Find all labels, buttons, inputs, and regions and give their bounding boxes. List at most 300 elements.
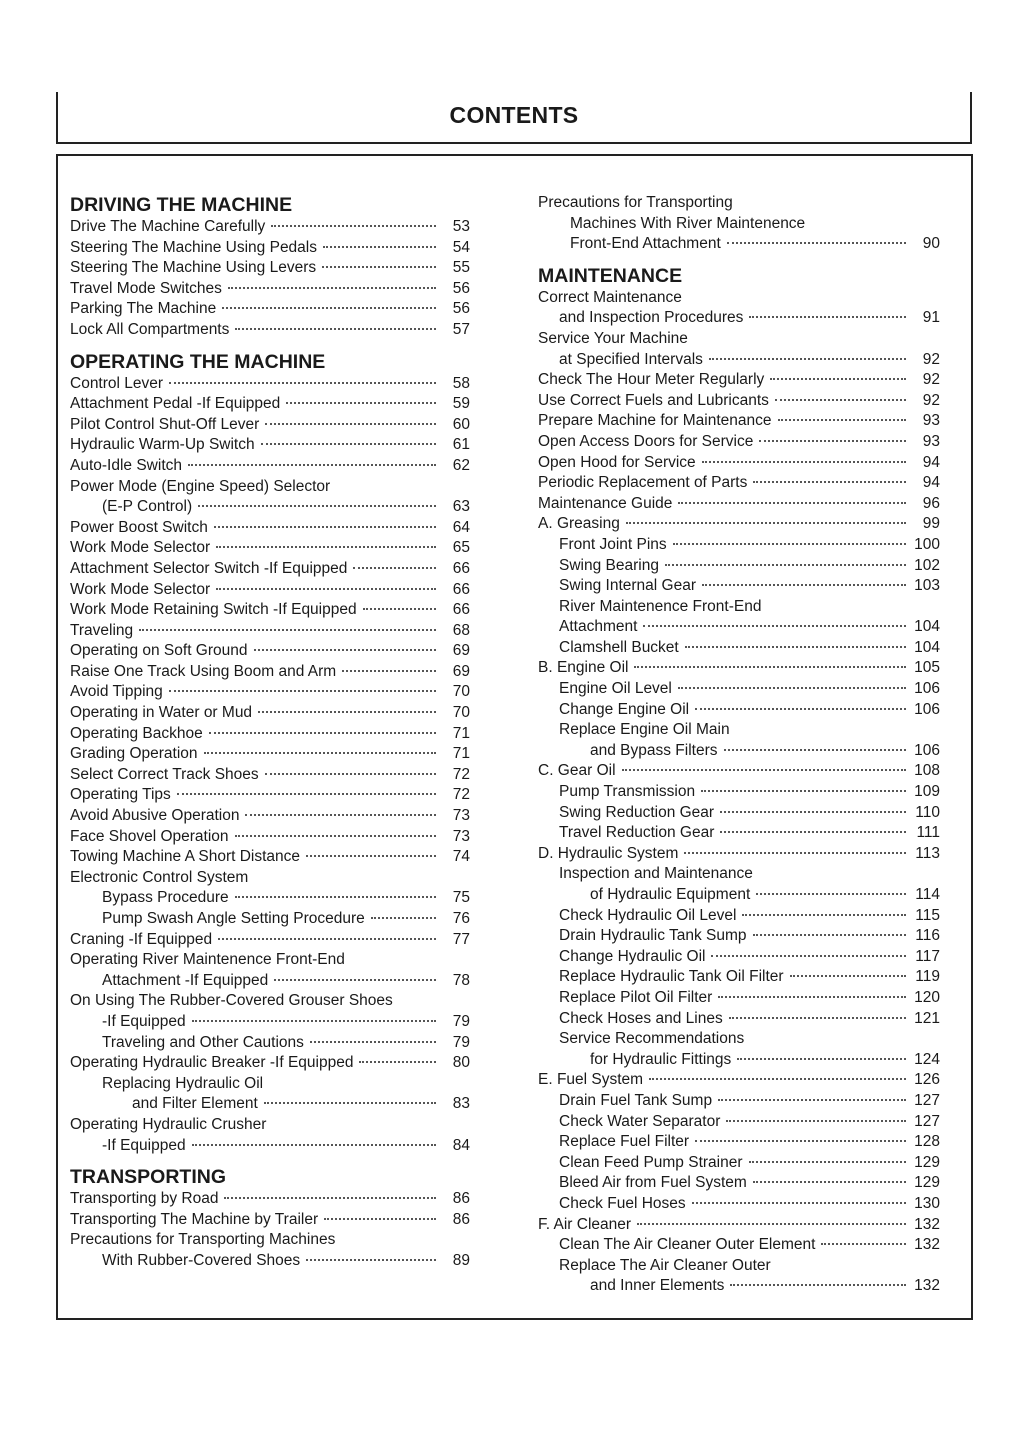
toc-entry-label: and Filter Element bbox=[132, 1095, 258, 1113]
dot-leader bbox=[254, 649, 436, 651]
page-number: 105 bbox=[914, 659, 940, 677]
toc-entry-label: Parking The Machine bbox=[70, 300, 217, 318]
toc-entry[interactable] bbox=[70, 258, 470, 279]
toc-entry-title: Precautions for Transporting Machines bbox=[70, 1231, 336, 1249]
toc-entry-label: Check Hydraulic Oil Level bbox=[559, 906, 737, 924]
toc-entry[interactable] bbox=[538, 494, 940, 515]
page-number: 57 bbox=[452, 320, 470, 338]
toc-entry[interactable] bbox=[538, 741, 940, 762]
page-number: 75 bbox=[452, 889, 470, 907]
page-number: 132 bbox=[914, 1215, 940, 1233]
toc-entry[interactable] bbox=[538, 350, 940, 371]
toc-entry[interactable] bbox=[70, 320, 470, 341]
page-number: 120 bbox=[914, 988, 940, 1006]
toc-entry[interactable] bbox=[538, 1070, 940, 1091]
page-number: 127 bbox=[914, 1091, 940, 1109]
toc-entry-label: Work Mode Selector bbox=[70, 539, 211, 557]
toc-entry[interactable] bbox=[70, 394, 470, 415]
toc-entry-label: C. Gear Oil bbox=[538, 762, 616, 780]
page-number: 132 bbox=[914, 1236, 940, 1254]
toc-entry-label: Check Hoses and Lines bbox=[559, 1009, 723, 1027]
toc-entry-title: Service Recommendations bbox=[559, 1030, 745, 1048]
toc-entry[interactable] bbox=[538, 844, 940, 865]
page-number: 116 bbox=[915, 927, 940, 945]
toc-entry[interactable] bbox=[538, 370, 940, 391]
toc-entry[interactable] bbox=[70, 641, 470, 662]
dot-leader bbox=[685, 646, 906, 648]
toc-entry[interactable] bbox=[70, 930, 470, 951]
toc-entry[interactable] bbox=[70, 744, 470, 765]
toc-entry[interactable] bbox=[70, 806, 470, 827]
dot-leader bbox=[274, 979, 436, 981]
page-number: 59 bbox=[452, 395, 470, 413]
toc-entry-label: Operating on Soft Ground bbox=[70, 642, 248, 660]
toc-entry[interactable] bbox=[538, 432, 940, 453]
dot-leader bbox=[634, 666, 906, 668]
dot-leader bbox=[359, 1061, 436, 1063]
toc-entry[interactable] bbox=[538, 906, 940, 927]
toc-entry-label: D. Hydraulic System bbox=[538, 844, 679, 862]
toc-entry[interactable] bbox=[70, 909, 470, 930]
dot-leader bbox=[324, 1218, 436, 1220]
toc-entry-label: Operating in Water or Mud bbox=[70, 704, 253, 722]
dot-leader bbox=[235, 896, 436, 898]
toc-entry[interactable] bbox=[70, 682, 470, 703]
toc-entry[interactable] bbox=[538, 967, 940, 988]
toc-entry-label: Work Mode Selector bbox=[70, 580, 211, 598]
dot-leader bbox=[711, 955, 906, 957]
dot-leader bbox=[216, 546, 436, 548]
page-number: 132 bbox=[914, 1277, 940, 1295]
toc-entry[interactable] bbox=[70, 724, 470, 745]
toc-entry[interactable] bbox=[538, 658, 940, 679]
toc-entry[interactable] bbox=[70, 888, 470, 909]
toc-entry[interactable] bbox=[70, 559, 470, 580]
toc-entry-label: Steering The Machine Using Levers bbox=[70, 259, 317, 277]
toc-entry-label: Use Correct Fuels and Lubricants bbox=[538, 391, 769, 409]
toc-entry[interactable] bbox=[70, 1053, 470, 1074]
toc-entry-label: and Bypass Filters bbox=[590, 741, 718, 759]
page-number: 58 bbox=[452, 374, 470, 392]
section-heading-driving: DRIVING THE MACHINE bbox=[70, 194, 293, 216]
dot-leader bbox=[678, 502, 906, 504]
toc-entry[interactable] bbox=[70, 827, 470, 848]
toc-entry-label: Operating Backhoe bbox=[70, 724, 203, 742]
toc-entry-label: Check The Hour Meter Regularly bbox=[538, 371, 765, 389]
dot-leader bbox=[643, 625, 906, 627]
toc-entry[interactable] bbox=[538, 1112, 940, 1133]
dot-leader bbox=[759, 440, 906, 442]
toc-entry[interactable] bbox=[538, 782, 940, 803]
toc-entry-label: Pump Swash Angle Setting Procedure bbox=[102, 910, 365, 927]
toc-entry[interactable] bbox=[538, 1091, 940, 1112]
toc-entry[interactable] bbox=[70, 971, 470, 992]
page-number: 119 bbox=[915, 968, 940, 986]
dot-leader bbox=[770, 378, 906, 380]
toc-entry[interactable] bbox=[70, 435, 470, 456]
page-number: 86 bbox=[452, 1210, 470, 1228]
dot-leader bbox=[695, 708, 906, 710]
toc-entry-label: Maintenance Guide bbox=[538, 494, 673, 512]
dot-leader bbox=[718, 1099, 906, 1101]
toc-entry-label: Replace Hydraulic Tank Oil Filter bbox=[559, 968, 784, 986]
toc-entry-label: Check Fuel Hoses bbox=[559, 1194, 686, 1212]
toc-entry[interactable] bbox=[538, 556, 940, 577]
dot-leader bbox=[749, 316, 906, 318]
page-number: 106 bbox=[914, 741, 940, 759]
dot-leader bbox=[684, 852, 906, 854]
toc-entry-label: Steering The Machine Using Pedals bbox=[70, 238, 317, 256]
toc-entry[interactable] bbox=[538, 761, 940, 782]
toc-entry-title: Replace Engine Oil Main bbox=[559, 721, 730, 739]
toc-entry-title: Correct Maintenance bbox=[538, 288, 682, 306]
toc-entry[interactable] bbox=[538, 947, 940, 968]
toc-entry[interactable] bbox=[538, 1194, 940, 1215]
toc-entry[interactable] bbox=[70, 785, 470, 806]
page-number: 111 bbox=[916, 824, 940, 842]
page-number: 83 bbox=[452, 1095, 470, 1113]
toc-entry-label: Grading Operation bbox=[70, 745, 198, 763]
page-number: 113 bbox=[915, 844, 940, 862]
dot-leader bbox=[188, 464, 436, 466]
toc-entry[interactable] bbox=[70, 1033, 470, 1054]
page-number: 70 bbox=[452, 683, 470, 701]
toc-group-maintenance bbox=[538, 288, 940, 1297]
toc-entry[interactable] bbox=[538, 234, 940, 255]
toc-entry-label: -If Equipped bbox=[102, 1136, 186, 1154]
section-heading-maintenance: MAINTENANCE bbox=[538, 264, 683, 287]
dot-leader bbox=[695, 1140, 906, 1142]
toc-entry-label: and Inner Elements bbox=[590, 1277, 725, 1295]
toc-entry[interactable] bbox=[70, 621, 470, 642]
toc-entry-label: Pump Transmission bbox=[559, 783, 696, 801]
toc-entry-title: River Maintenence Front-End bbox=[559, 597, 762, 615]
dot-leader bbox=[216, 588, 436, 590]
toc-entry[interactable] bbox=[538, 823, 940, 844]
toc-entry-label: Drain Fuel Tank Sump bbox=[559, 1091, 713, 1109]
dot-leader bbox=[198, 505, 436, 507]
toc-entry-label: Raise One Track Using Boom and Arm bbox=[70, 662, 337, 680]
toc-entry-label: Replace Pilot Oil Filter bbox=[559, 988, 713, 1006]
page-number: 92 bbox=[922, 350, 940, 368]
toc-entry-label: Clean The Air Cleaner Outer Element bbox=[559, 1236, 816, 1254]
toc-entry-label: Clean Feed Pump Strainer bbox=[559, 1153, 743, 1171]
page-number: 79 bbox=[452, 1012, 470, 1030]
page-number: 102 bbox=[914, 556, 940, 574]
dot-leader bbox=[342, 670, 436, 672]
dot-leader bbox=[209, 732, 436, 734]
toc-entry[interactable] bbox=[70, 299, 470, 320]
page-number: 96 bbox=[922, 494, 940, 512]
toc-entry[interactable] bbox=[70, 518, 470, 539]
toc-entry[interactable] bbox=[70, 1136, 470, 1157]
toc-entry[interactable] bbox=[70, 580, 470, 601]
page-number: 129 bbox=[914, 1153, 940, 1171]
toc-entry[interactable] bbox=[70, 1210, 470, 1231]
dot-leader bbox=[753, 1181, 906, 1183]
toc-entry-title: Operating River Maintenence Front-End bbox=[70, 951, 345, 969]
toc-entry[interactable] bbox=[538, 1173, 940, 1194]
dot-leader bbox=[177, 793, 436, 795]
toc-entry-label: E. Fuel System bbox=[538, 1071, 644, 1089]
dot-leader bbox=[778, 419, 907, 421]
toc-entry-title: Service Your Machine bbox=[538, 329, 688, 347]
toc-entry[interactable] bbox=[70, 600, 470, 621]
toc-group-transporting bbox=[70, 1189, 470, 1271]
toc-entry[interactable] bbox=[538, 1215, 940, 1236]
toc-entry-label: Hydraulic Warm-Up Switch bbox=[70, 436, 255, 454]
toc-entry[interactable] bbox=[538, 885, 940, 906]
page-number: 106 bbox=[914, 700, 940, 718]
toc-entry-label: Towing Machine A Short Distance bbox=[70, 848, 301, 866]
toc-entry[interactable] bbox=[70, 217, 470, 238]
dot-leader bbox=[228, 287, 436, 289]
page-number: 66 bbox=[452, 559, 470, 577]
toc-entry-label: Avoid Abusive Operation bbox=[70, 807, 240, 825]
toc-entry[interactable] bbox=[538, 700, 940, 721]
toc-entry[interactable] bbox=[70, 662, 470, 683]
toc-entry-label: Drain Hydraulic Tank Sump bbox=[559, 927, 747, 945]
dot-leader bbox=[192, 1020, 436, 1022]
toc-entry[interactable] bbox=[538, 514, 940, 535]
page-number: 74 bbox=[452, 848, 470, 866]
page-number: 53 bbox=[452, 218, 470, 235]
dot-leader bbox=[737, 1058, 906, 1060]
toc-entry-label: Open Hood for Service bbox=[538, 453, 696, 471]
toc-entry[interactable] bbox=[538, 1235, 940, 1256]
dot-leader bbox=[306, 1259, 436, 1261]
toc-entry-label: Avoid Tipping bbox=[70, 683, 163, 701]
dot-leader bbox=[265, 773, 436, 775]
toc-entry-label: Lock All Compartments bbox=[70, 320, 230, 338]
dot-leader bbox=[709, 358, 906, 360]
toc-entry[interactable] bbox=[538, 473, 940, 494]
dot-leader bbox=[258, 711, 436, 713]
toc-entry-title: Precautions for Transporting bbox=[538, 194, 733, 211]
dot-leader bbox=[286, 402, 436, 404]
toc-entry[interactable] bbox=[70, 238, 470, 259]
toc-entry[interactable] bbox=[70, 538, 470, 559]
toc-entry-label: Front-End Attachment bbox=[570, 235, 721, 253]
toc-entry[interactable] bbox=[70, 1094, 470, 1115]
dot-leader bbox=[169, 690, 436, 692]
page-number: 92 bbox=[922, 371, 940, 389]
page-number: 62 bbox=[452, 456, 470, 474]
toc-entry-title: Replacing Hydraulic Oil bbox=[102, 1074, 264, 1092]
dot-leader bbox=[702, 461, 906, 463]
toc-entry-label: Open Access Doors for Service bbox=[538, 432, 754, 450]
dot-leader bbox=[139, 629, 436, 631]
toc-entry[interactable] bbox=[538, 535, 940, 556]
dot-leader bbox=[622, 769, 906, 771]
page-number: 68 bbox=[452, 621, 470, 639]
dot-leader bbox=[265, 423, 436, 425]
page-number: 77 bbox=[452, 930, 470, 948]
toc-group-precautions bbox=[538, 193, 940, 255]
toc-entry-label: Attachment -If Equipped bbox=[102, 971, 269, 989]
toc-entry[interactable] bbox=[538, 1153, 940, 1174]
page-number: 124 bbox=[914, 1050, 940, 1068]
toc-entry[interactable] bbox=[538, 638, 940, 659]
toc-entry-label: Travel Reduction Gear bbox=[559, 824, 715, 842]
toc-entry[interactable] bbox=[538, 576, 940, 597]
toc-entry[interactable] bbox=[70, 703, 470, 724]
toc-entry[interactable] bbox=[538, 1009, 940, 1030]
toc-entry-label: Change Hydraulic Oil bbox=[559, 947, 706, 965]
toc-entry[interactable] bbox=[70, 1189, 470, 1210]
toc-entry-label: Attachment bbox=[559, 618, 638, 636]
toc-entry-label: Prepare Machine for Maintenance bbox=[538, 412, 772, 430]
toc-entry[interactable] bbox=[70, 765, 470, 786]
toc-entry-label: Replace Fuel Filter bbox=[559, 1133, 690, 1151]
page-number: 93 bbox=[922, 432, 940, 450]
toc-entry-label: Attachment Selector Switch -If Equipped bbox=[70, 559, 348, 577]
page-number: 71 bbox=[452, 724, 470, 742]
toc-group-operating bbox=[70, 374, 470, 1157]
dot-leader bbox=[353, 567, 436, 569]
page-number: 110 bbox=[915, 803, 940, 821]
toc-entry-label: Bypass Procedure bbox=[102, 889, 229, 907]
dot-leader bbox=[790, 975, 906, 977]
toc-entry[interactable] bbox=[538, 1132, 940, 1153]
page-number: 69 bbox=[452, 662, 470, 680]
toc-entry-label: Change Engine Oil bbox=[559, 700, 690, 718]
page-number: 128 bbox=[914, 1133, 940, 1151]
dot-leader bbox=[192, 1144, 436, 1146]
toc-left-column bbox=[70, 193, 470, 1272]
page-number: 84 bbox=[452, 1136, 470, 1154]
toc-entry-label: Attachment Pedal -If Equipped bbox=[70, 395, 281, 413]
page-number: 71 bbox=[452, 745, 470, 763]
page-number: 73 bbox=[452, 807, 470, 825]
dot-leader bbox=[730, 1284, 906, 1286]
dot-leader bbox=[306, 855, 436, 857]
page-number: 130 bbox=[914, 1194, 940, 1212]
toc-entry[interactable] bbox=[538, 1276, 940, 1297]
dot-leader bbox=[363, 608, 436, 610]
page-number: 114 bbox=[915, 886, 940, 903]
page-number: 90 bbox=[922, 235, 940, 253]
dot-leader bbox=[678, 687, 906, 689]
toc-entry[interactable] bbox=[538, 391, 940, 412]
page-number: 66 bbox=[452, 580, 470, 598]
page-number: 70 bbox=[452, 704, 470, 722]
page-number: 126 bbox=[914, 1071, 940, 1089]
dot-leader bbox=[673, 543, 906, 545]
dot-leader bbox=[720, 811, 906, 813]
toc-entry[interactable] bbox=[70, 456, 470, 477]
toc-entry[interactable] bbox=[70, 1012, 470, 1033]
toc-entry[interactable] bbox=[70, 374, 470, 395]
dot-leader bbox=[724, 749, 907, 751]
page-number: 94 bbox=[922, 474, 940, 492]
dot-leader bbox=[222, 307, 436, 309]
toc-entry[interactable] bbox=[538, 308, 940, 329]
page-number: 117 bbox=[915, 947, 940, 965]
dot-leader bbox=[204, 752, 436, 754]
toc-entry-label: Select Correct Track Shoes bbox=[70, 765, 259, 783]
page-number: 100 bbox=[914, 535, 940, 553]
toc-entry-label: Pilot Control Shut-Off Lever bbox=[70, 415, 260, 433]
page-number: 115 bbox=[915, 906, 940, 924]
toc-entry[interactable] bbox=[70, 279, 470, 300]
toc-entry[interactable] bbox=[538, 617, 940, 638]
toc-entry-label: Swing Internal Gear bbox=[559, 577, 696, 595]
toc-entry-label: With Rubber-Covered Shoes bbox=[102, 1251, 301, 1269]
toc-entry-label: A. Greasing bbox=[538, 515, 620, 533]
toc-entry-label: Check Water Separator bbox=[559, 1112, 721, 1130]
toc-entry[interactable] bbox=[538, 679, 940, 700]
toc-entry-label: Operating Hydraulic Breaker -If Equipped bbox=[70, 1054, 354, 1072]
dot-leader bbox=[753, 481, 906, 483]
toc-entry-label: Power Boost Switch bbox=[70, 518, 208, 536]
toc-entry[interactable] bbox=[70, 415, 470, 436]
page-number: 73 bbox=[452, 827, 470, 845]
dot-leader bbox=[322, 266, 436, 268]
toc-entry[interactable] bbox=[538, 988, 940, 1009]
toc-entry-title: Inspection and Maintenance bbox=[559, 865, 753, 883]
toc-entry[interactable] bbox=[538, 411, 940, 432]
dot-leader bbox=[271, 225, 436, 227]
dot-leader bbox=[720, 831, 906, 833]
dot-leader bbox=[742, 914, 906, 916]
page-number: 56 bbox=[452, 300, 470, 318]
page-number: 78 bbox=[452, 971, 470, 989]
toc-entry-title: Replace The Air Cleaner Outer bbox=[559, 1256, 771, 1274]
toc-entry-title: Operating Hydraulic Crusher bbox=[70, 1115, 267, 1133]
toc-entry-label: Traveling bbox=[70, 621, 134, 639]
dot-leader bbox=[264, 1102, 436, 1104]
toc-entry-label: Travel Mode Switches bbox=[70, 279, 222, 297]
toc-entry-label: Bleed Air from Fuel System bbox=[559, 1174, 747, 1192]
page-number: 69 bbox=[452, 642, 470, 660]
toc-entry-label: Operating Tips bbox=[70, 786, 171, 804]
toc-entry-label: Transporting by Road bbox=[70, 1190, 219, 1208]
toc-entry-label: Drive The Machine Carefully bbox=[70, 218, 266, 235]
page-title: CONTENTS bbox=[449, 102, 579, 128]
toc-entry-label: of Hydraulic Equipment bbox=[590, 886, 751, 903]
toc-entry-label: Work Mode Retaining Switch -If Equipped bbox=[70, 601, 357, 619]
toc-entry-label: Traveling and Other Cautions bbox=[102, 1033, 304, 1051]
toc-entry-label: Auto-Idle Switch bbox=[70, 456, 182, 474]
toc-entry-label: and Inspection Procedures bbox=[559, 309, 744, 327]
page-number: 89 bbox=[452, 1251, 470, 1269]
toc-entry[interactable] bbox=[538, 803, 940, 824]
toc-entry[interactable] bbox=[70, 1251, 470, 1272]
toc-entry[interactable] bbox=[538, 926, 940, 947]
toc-entry[interactable] bbox=[538, 1050, 940, 1071]
toc-entry-label: Engine Oil Level bbox=[559, 680, 672, 698]
page-number: 92 bbox=[922, 391, 940, 409]
dot-leader bbox=[749, 1161, 906, 1163]
toc-entry-label: Clamshell Bucket bbox=[559, 638, 679, 656]
dot-leader bbox=[371, 917, 436, 919]
page-number: 66 bbox=[452, 601, 470, 619]
page-number: 86 bbox=[452, 1190, 470, 1208]
toc-entry[interactable] bbox=[70, 497, 470, 518]
toc-entry-label: Transporting The Machine by Trailer bbox=[70, 1210, 319, 1228]
toc-entry[interactable] bbox=[70, 847, 470, 868]
page-number: 76 bbox=[452, 910, 470, 927]
page-number: 104 bbox=[914, 638, 940, 656]
dot-leader bbox=[665, 564, 906, 566]
toc-entry-label: Control Lever bbox=[70, 374, 164, 392]
toc-entry[interactable] bbox=[538, 453, 940, 474]
page-number: 63 bbox=[452, 498, 470, 516]
page-number: 93 bbox=[922, 412, 940, 430]
page-number: 129 bbox=[914, 1174, 940, 1192]
toc-entry-label: Periodic Replacement of Parts bbox=[538, 474, 748, 492]
